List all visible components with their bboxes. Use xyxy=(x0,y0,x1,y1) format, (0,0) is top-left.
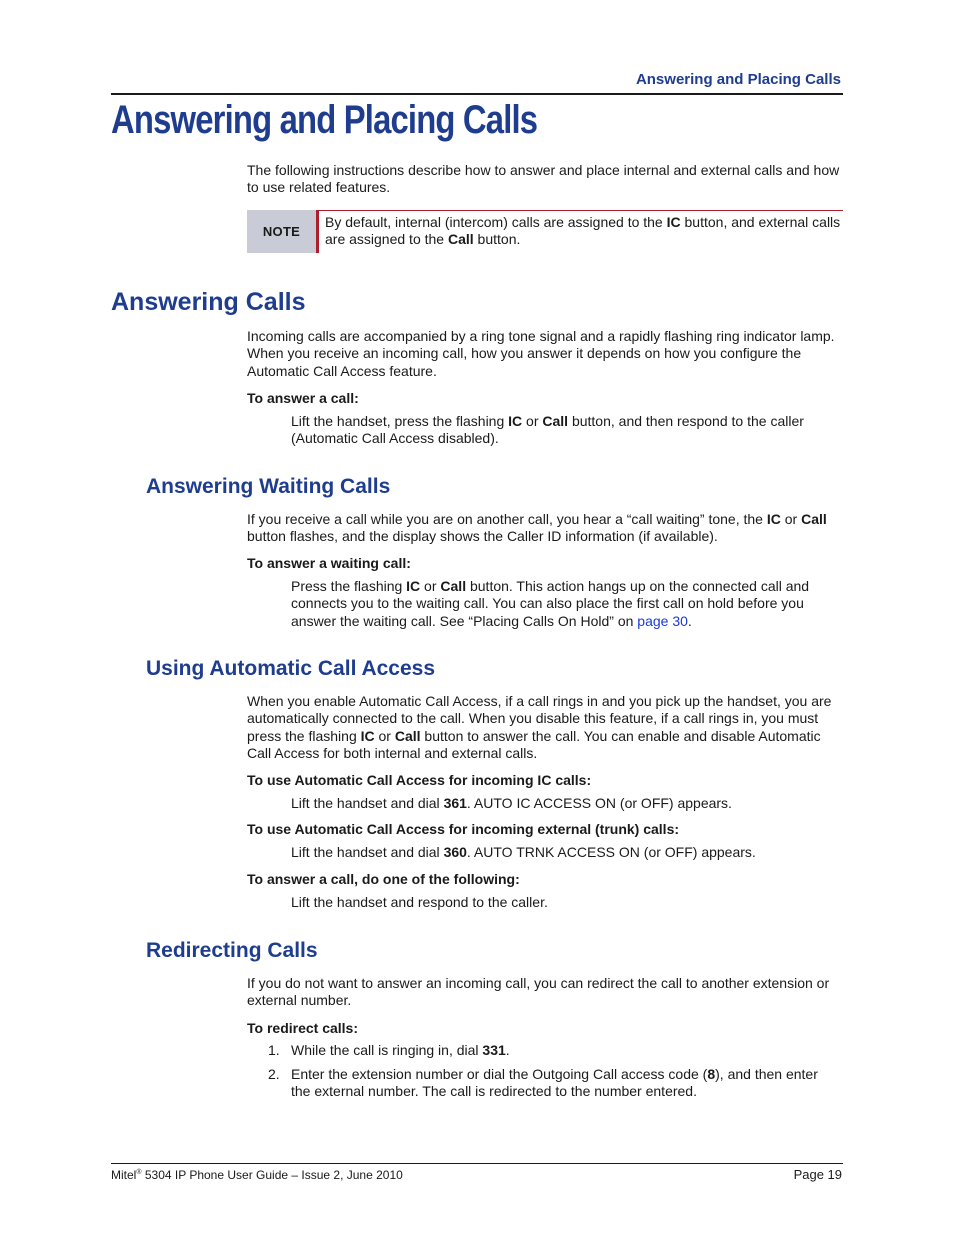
text-part: . xyxy=(505,1042,510,1058)
dial-code: 361 xyxy=(443,795,467,811)
procedure-step xyxy=(291,844,843,861)
text-line: When you receive an incoming call, how you answer it depends on how you configure the xyxy=(247,345,802,362)
ic-button-term: IC xyxy=(406,578,421,594)
waiting-paragraph xyxy=(247,511,843,546)
procedure-title: To use Automatic Call Access for incoming external (trunk) calls: xyxy=(247,821,680,837)
procedure-step xyxy=(291,413,843,448)
heading-automatic-call-access: Using Automatic Call Access xyxy=(146,657,436,680)
auto-paragraph xyxy=(247,693,843,762)
list-number: 1. xyxy=(268,1042,280,1058)
heading-answering-waiting-calls: Answering Waiting Calls xyxy=(146,475,391,498)
procedure-step xyxy=(291,578,843,630)
note-top-rule xyxy=(319,210,843,211)
text-part: button, and then respond to the caller xyxy=(568,413,804,429)
call-button-term: Call xyxy=(447,231,474,248)
note-box xyxy=(247,210,843,253)
text-part: . xyxy=(687,612,692,629)
call-button-term: Call xyxy=(440,578,467,594)
note-text-part: button, and external calls xyxy=(680,214,841,230)
text-part: answer the waiting call. See “Placing Calls On Hold” on xyxy=(291,612,638,629)
text-part: ), and then enter xyxy=(715,1066,818,1082)
page-30-link[interactable]: page 30 xyxy=(637,612,688,629)
text-line: Call Access for both internal and external calls. xyxy=(247,744,538,761)
access-code: 8 xyxy=(707,1066,716,1082)
dial-code: 360 xyxy=(443,844,467,860)
redirect-paragraph xyxy=(247,975,843,1010)
text-line: If you do not want to answer an incoming call, you can redirect the call to another extension or xyxy=(247,975,830,991)
ic-button-term: IC xyxy=(508,413,523,429)
text-part: . AUTO IC ACCESS ON (or OFF) appears. xyxy=(466,795,732,811)
intro-line: to use related features. xyxy=(247,179,391,196)
procedure-step xyxy=(291,795,843,812)
ic-button-term: IC xyxy=(766,511,781,527)
text-line: connects you to the waiting call. You can also place the first call on hold before you xyxy=(291,595,804,612)
procedure-title: To answer a call, do one of the following: xyxy=(247,871,520,887)
text-line: (Automatic Call Access disabled). xyxy=(291,430,499,447)
intro-paragraph xyxy=(247,162,843,197)
text-line: When you enable Automatic Call Access, if a call rings in and you pick up the handset, you are xyxy=(247,693,832,709)
heading-answering-calls: Answering Calls xyxy=(111,288,306,316)
text-part: button. This action hangs up on the connected call and xyxy=(466,578,810,594)
call-button-term: Call xyxy=(542,413,569,429)
footer-rule xyxy=(111,1163,843,1164)
heading-redirecting-calls: Redirecting Calls xyxy=(146,939,318,962)
procedure-title: To answer a call: xyxy=(247,390,359,406)
text-line: external number. xyxy=(247,992,352,1009)
text-part: Press the flashing xyxy=(291,578,407,594)
procedure-title: To answer a waiting call: xyxy=(247,555,411,571)
dial-code: 331 xyxy=(482,1042,506,1058)
ic-button-term: IC xyxy=(360,727,375,744)
text-part: Lift the handset and dial xyxy=(291,795,444,811)
note-text-part: are assigned to the xyxy=(325,231,448,248)
text-part: If you receive a call while you are on another call, you hear a “call waiting” tone, the xyxy=(247,511,767,527)
text-part: button to answer the call. You can enable and disable Automatic xyxy=(420,727,821,744)
note-text xyxy=(325,214,843,249)
text-line: Incoming calls are accompanied by a ring tone signal and a rapidly flashing ring indicator lamp. xyxy=(247,328,835,344)
note-accent-bar xyxy=(316,210,319,253)
header-rule xyxy=(111,93,843,95)
text-part: or xyxy=(522,413,543,429)
call-button-term: Call xyxy=(394,727,421,744)
list-number: 2. xyxy=(268,1066,280,1082)
page-number: Page 19 xyxy=(793,1167,842,1182)
text-part: . AUTO TRNK ACCESS ON (or OFF) appears. xyxy=(466,844,756,860)
running-header: Answering and Placing Calls xyxy=(635,71,841,88)
intro-line: The following instructions describe how to answer and place internal and external calls and how xyxy=(247,162,840,178)
text-part: While the call is ringing in, dial xyxy=(291,1042,483,1058)
text-part: or xyxy=(780,511,802,527)
note-label: NOTE xyxy=(247,210,316,253)
brand-name: Mitel xyxy=(111,1168,137,1182)
text-part: or xyxy=(420,578,441,594)
text-part: Lift the handset and dial xyxy=(291,844,444,860)
text-line: the external number. The call is redirected to the number entered. xyxy=(291,1083,697,1100)
text-part: Lift the handset, press the flashing xyxy=(291,413,509,429)
procedure-title: To redirect calls: xyxy=(247,1020,359,1036)
list-item xyxy=(291,1066,843,1101)
footer-guide-title xyxy=(111,1168,403,1182)
text-line: Automatic Call Access feature. xyxy=(247,362,437,379)
note-text-part: By default, internal (intercom) calls are assigned to the xyxy=(325,214,667,230)
text-part: Enter the extension number or dial the Outgoing Call access code ( xyxy=(291,1066,708,1082)
text-line: button flashes, and the display shows the Caller ID information (if available). xyxy=(247,528,718,545)
procedure-title: To use Automatic Call Access for incoming IC calls: xyxy=(247,772,592,788)
call-button-term: Call xyxy=(801,511,827,527)
note-text-part: button. xyxy=(473,231,521,248)
registered-mark: ® xyxy=(136,1169,142,1176)
text-line: automatically connected to the call. When you disable this feature, if a call rings in, you must xyxy=(247,710,819,727)
guide-title: 5304 IP Phone User Guide – Issue 2, June 2010 xyxy=(141,1168,403,1182)
text-part: or xyxy=(374,727,395,744)
answering-paragraph xyxy=(247,328,843,380)
ic-button-term: IC xyxy=(666,214,681,230)
text-part: press the flashing xyxy=(247,727,361,744)
list-item xyxy=(291,1042,843,1059)
chapter-title: Answering and Placing Calls xyxy=(111,98,538,142)
procedure-step: Lift the handset and respond to the caller. xyxy=(291,894,548,910)
